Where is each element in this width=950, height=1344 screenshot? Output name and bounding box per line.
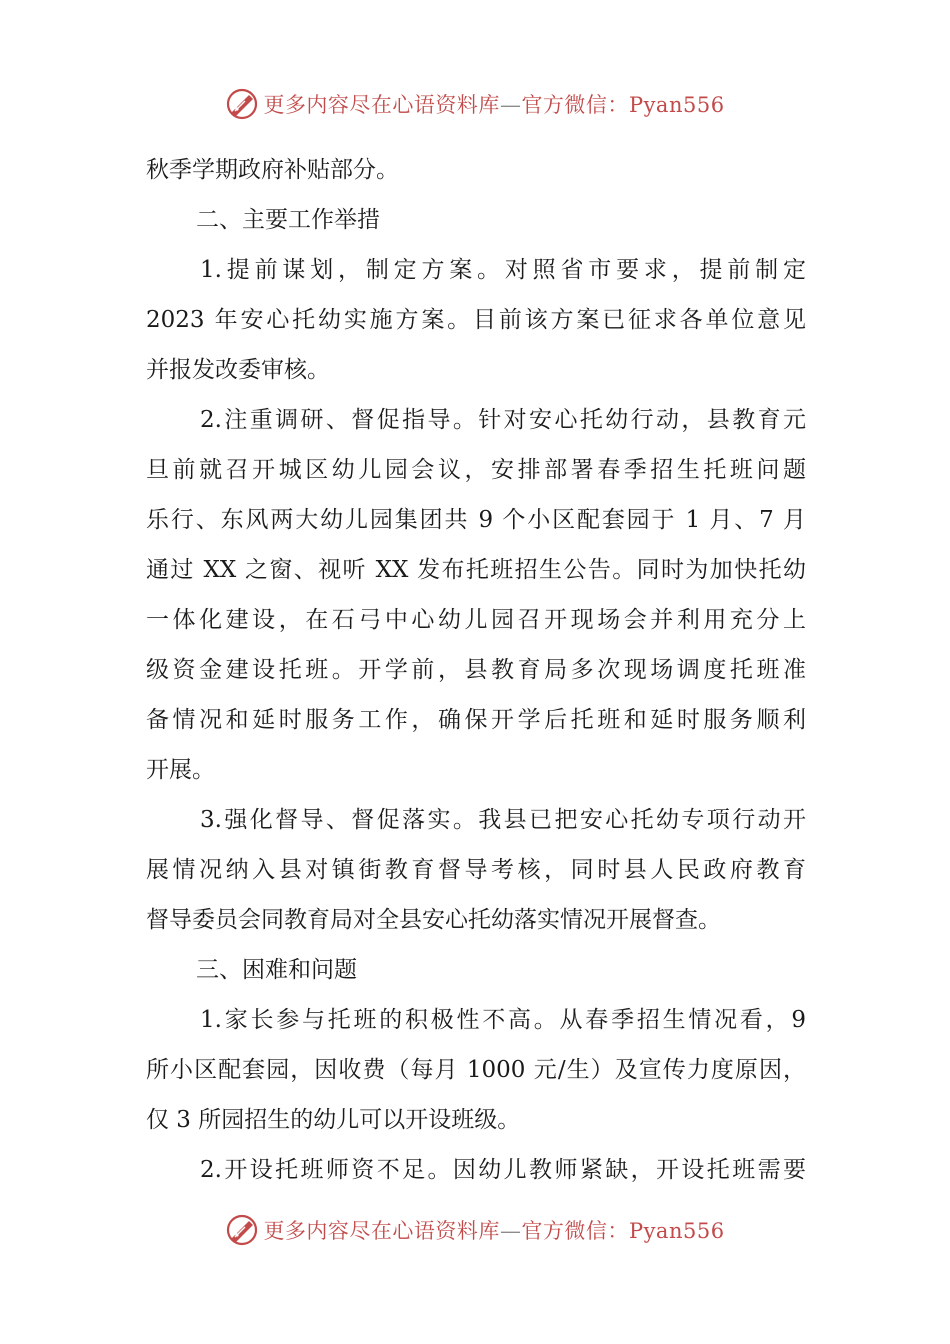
paragraph-line: 1.家长参与托班的积极性不高。从春季招生情况看，9 <box>200 1007 806 1033</box>
paragraph-line: 仅 3 所园招生的幼儿可以开设班级。 <box>146 1107 521 1133</box>
paragraph-line: 通过 XX 之窗、视听 XX 发布托班招生公告。同时为加快托幼 <box>146 557 806 583</box>
paragraph-line: 2.注重调研、督促指导。针对安心托幼行动，县教育元 <box>200 407 806 433</box>
paragraph-line: 1.提前谋划，制定方案。对照省市要求，提前制定 <box>200 257 806 283</box>
document-body <box>146 145 806 1195</box>
paragraph-line: 级资金建设托班。开学前，县教育局多次现场调度托班准 <box>146 657 806 683</box>
paragraph-line: 并报发改委审核。 <box>146 357 330 383</box>
paragraph-line: 一体化建设，在石弓中心幼儿园召开现场会并利用充分上 <box>146 607 806 633</box>
paragraph-line: 所小区配套园，因收费（每月 1000 元/生）及宣传力度原因， <box>146 1057 806 1083</box>
paragraph-line: 秋季学期政府补贴部分。 <box>146 157 399 183</box>
paragraph-line: 开展。 <box>146 757 215 783</box>
section-heading: 二、主要工作举措 <box>196 207 380 233</box>
paragraph-line: 督导委员会同教育局对全县安心托幼落实情况开展督查。 <box>146 907 721 933</box>
section-heading: 三、困难和问题 <box>196 957 357 983</box>
paragraph-line: 展情况纳入县对镇街教育督导考核，同时县人民政府教育 <box>146 857 806 883</box>
watermark-text: 更多内容尽在心语资料库—官方微信：Pyan556 <box>263 93 725 117</box>
pen-logo-icon <box>225 1213 259 1247</box>
paragraph-line: 备情况和延时服务工作，确保开学后托班和延时服务顺利 <box>146 707 806 733</box>
pen-logo-icon <box>225 87 259 121</box>
footer-watermark-banner <box>0 1210 950 1250</box>
watermark-text: 更多内容尽在心语资料库—官方微信：Pyan556 <box>263 1219 725 1243</box>
paragraph-line: 乐行、东风两大幼儿园集团共 9 个小区配套园于 1 月、7 月 <box>146 507 806 533</box>
paragraph-line: 3.强化督导、督促落实。我县已把安心托幼专项行动开 <box>200 807 806 833</box>
paragraph-line: 2023 年安心托幼实施方案。目前该方案已征求各单位意见 <box>146 307 806 333</box>
paragraph-line: 2.开设托班师资不足。因幼儿教师紧缺，开设托班需要 <box>200 1157 806 1183</box>
header-watermark-banner <box>0 84 950 124</box>
paragraph-line: 旦前就召开城区幼儿园会议，安排部署春季招生托班问题 <box>146 457 806 483</box>
